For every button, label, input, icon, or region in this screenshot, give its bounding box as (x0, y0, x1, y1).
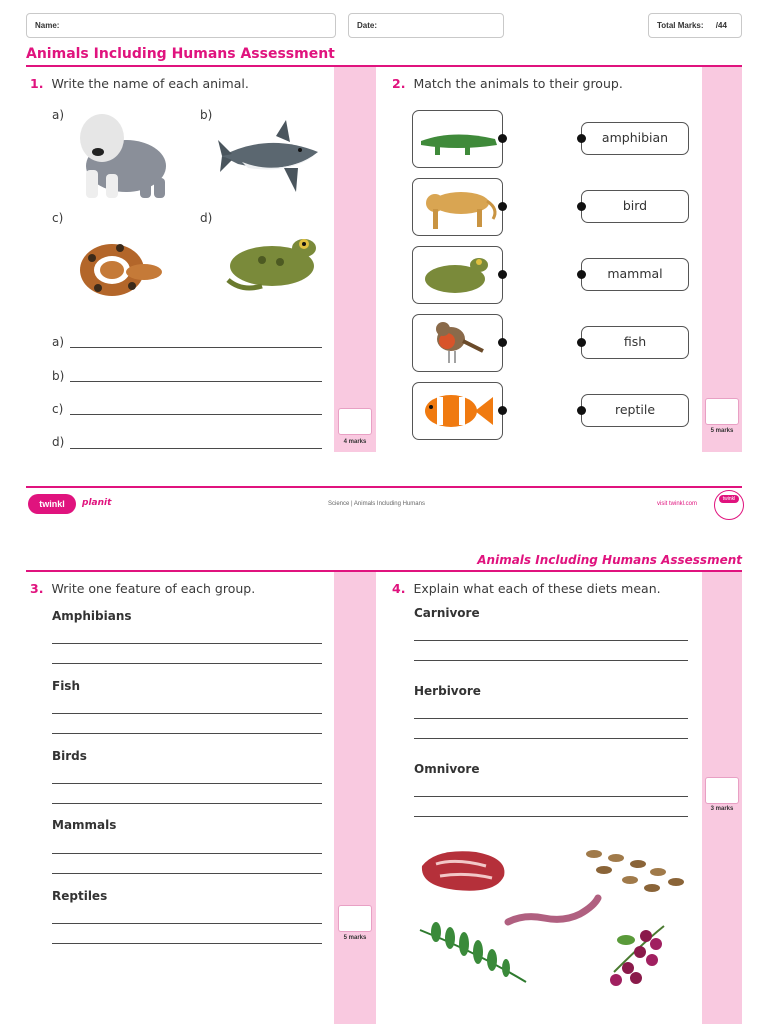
python-image (72, 222, 170, 306)
question-number: 4. (392, 581, 406, 596)
answer-line[interactable] (414, 718, 688, 719)
answer-line[interactable] (52, 733, 322, 734)
answer-label-d: d) (52, 435, 65, 449)
page-title: Animals Including Humans Assessment (26, 46, 335, 62)
name-field[interactable] (26, 13, 336, 38)
match-dot-right-5[interactable] (577, 406, 586, 415)
answer-line[interactable] (52, 663, 322, 664)
question-text: Explain what each of these diets mean. (413, 581, 661, 596)
steak-image (416, 846, 510, 896)
date-label: Date: (357, 21, 378, 30)
group-heading-mammals: Mammals (52, 818, 117, 832)
group-mammal[interactable]: mammal (581, 258, 689, 291)
question-number: 3. (30, 581, 44, 596)
clownfish-image (413, 383, 502, 439)
marks-strip-q2 (702, 67, 742, 452)
date-field[interactable] (348, 13, 504, 38)
question-1 (30, 76, 249, 91)
diet-heading-herbivore: Herbivore (414, 684, 481, 698)
crocodile-image (413, 111, 502, 167)
answer-label-b: b) (52, 369, 65, 383)
answer-line-d[interactable] (70, 448, 322, 449)
match-dot-left-3[interactable] (498, 270, 507, 279)
marks-label-q3: 5 marks (343, 935, 367, 941)
match-pic-crocodile[interactable] (412, 110, 503, 168)
pic-label-a: a) (52, 108, 65, 122)
answer-line-b[interactable] (70, 381, 322, 382)
sheepdog-image (68, 108, 172, 204)
page2-title: Animals Including Humans Assessment (477, 553, 742, 567)
answer-line[interactable] (414, 640, 688, 641)
match-pic-lioness[interactable] (412, 178, 503, 236)
berries-image (604, 922, 674, 992)
total-marks-field (648, 13, 742, 38)
question-number: 1. (30, 76, 44, 91)
answer-line[interactable] (414, 738, 688, 739)
answer-line[interactable] (52, 783, 322, 784)
answer-label-c: c) (52, 402, 64, 416)
question-2 (392, 76, 623, 91)
badge-text: twinkl (719, 495, 739, 503)
match-dot-right-2[interactable] (577, 202, 586, 211)
group-heading-birds: Birds (52, 749, 87, 763)
group-bird[interactable]: bird (581, 190, 689, 223)
marks-input-q4[interactable] (705, 777, 739, 804)
question-text: Match the animals to their group. (413, 76, 623, 91)
fern-image (416, 922, 530, 986)
match-dot-left-1[interactable] (498, 134, 507, 143)
pic-label-b: b) (200, 108, 213, 122)
answer-label-a: a) (52, 335, 65, 349)
group-fish[interactable]: fish (581, 326, 689, 359)
answer-line[interactable] (52, 713, 322, 714)
total-marks-value: /44 (715, 21, 727, 30)
footer-url[interactable]: visit twinkl.com (657, 501, 698, 507)
question-number: 2. (392, 76, 406, 91)
marks-label-q2: 5 marks (710, 428, 734, 434)
match-dot-right-3[interactable] (577, 270, 586, 279)
marks-input-q2[interactable] (705, 398, 739, 425)
twinkl-logo: twinkl (28, 494, 76, 514)
title-underline (26, 65, 742, 67)
answer-line[interactable] (52, 943, 322, 944)
answer-line[interactable] (52, 923, 322, 924)
diet-heading-omnivore: Omnivore (414, 762, 480, 776)
marks-strip-q3 (334, 572, 376, 1024)
question-3 (30, 581, 255, 596)
match-pic-clownfish[interactable] (412, 382, 503, 440)
answer-line[interactable] (414, 796, 688, 797)
seeds-image (582, 844, 690, 900)
lioness-image (413, 179, 502, 235)
robin-image (413, 315, 502, 371)
match-pic-robin[interactable] (412, 314, 503, 372)
match-dot-right-4[interactable] (577, 338, 586, 347)
answer-line-a[interactable] (70, 347, 322, 348)
shark-image (218, 118, 324, 198)
marks-label-q4: 3 marks (710, 806, 734, 812)
marks-input-q3[interactable] (338, 905, 372, 932)
answer-line[interactable] (52, 643, 322, 644)
frog-image (413, 247, 502, 303)
answer-line-c[interactable] (70, 414, 322, 415)
marks-strip-q1 (334, 67, 376, 452)
group-heading-reptiles: Reptiles (52, 889, 108, 903)
match-dot-left-5[interactable] (498, 406, 507, 415)
group-reptile[interactable]: reptile (581, 394, 689, 427)
answer-line[interactable] (52, 853, 322, 854)
answer-line[interactable] (414, 660, 688, 661)
pic-label-c: c) (52, 211, 64, 225)
match-dot-right-1[interactable] (577, 134, 586, 143)
question-text: Write one feature of each group. (51, 581, 256, 596)
question-text: Write the name of each animal. (51, 76, 249, 91)
match-dot-left-4[interactable] (498, 338, 507, 347)
match-dot-left-2[interactable] (498, 202, 507, 211)
match-pic-frog[interactable] (412, 246, 503, 304)
name-label: Name: (35, 21, 60, 30)
marks-input-q1[interactable] (338, 408, 372, 435)
footer-line (26, 486, 742, 488)
planit-logo: planit (82, 498, 112, 508)
question-4 (392, 581, 661, 596)
group-heading-fish: Fish (52, 679, 80, 693)
answer-line[interactable] (414, 816, 688, 817)
pic-label-d: d) (200, 211, 213, 225)
diet-heading-carnivore: Carnivore (414, 606, 480, 620)
group-amphibian[interactable]: amphibian (581, 122, 689, 155)
group-heading-amphibians: Amphibians (52, 609, 132, 623)
marks-label-q1: 4 marks (343, 439, 367, 445)
answer-line[interactable] (52, 873, 322, 874)
total-marks-label: Total Marks: (657, 21, 704, 30)
twinkl-badge (714, 490, 744, 520)
answer-line[interactable] (52, 803, 322, 804)
frog-image (222, 232, 320, 294)
footer-center-text: Science | Animals Including Humans (328, 501, 425, 507)
page2-title-underline (26, 570, 742, 572)
